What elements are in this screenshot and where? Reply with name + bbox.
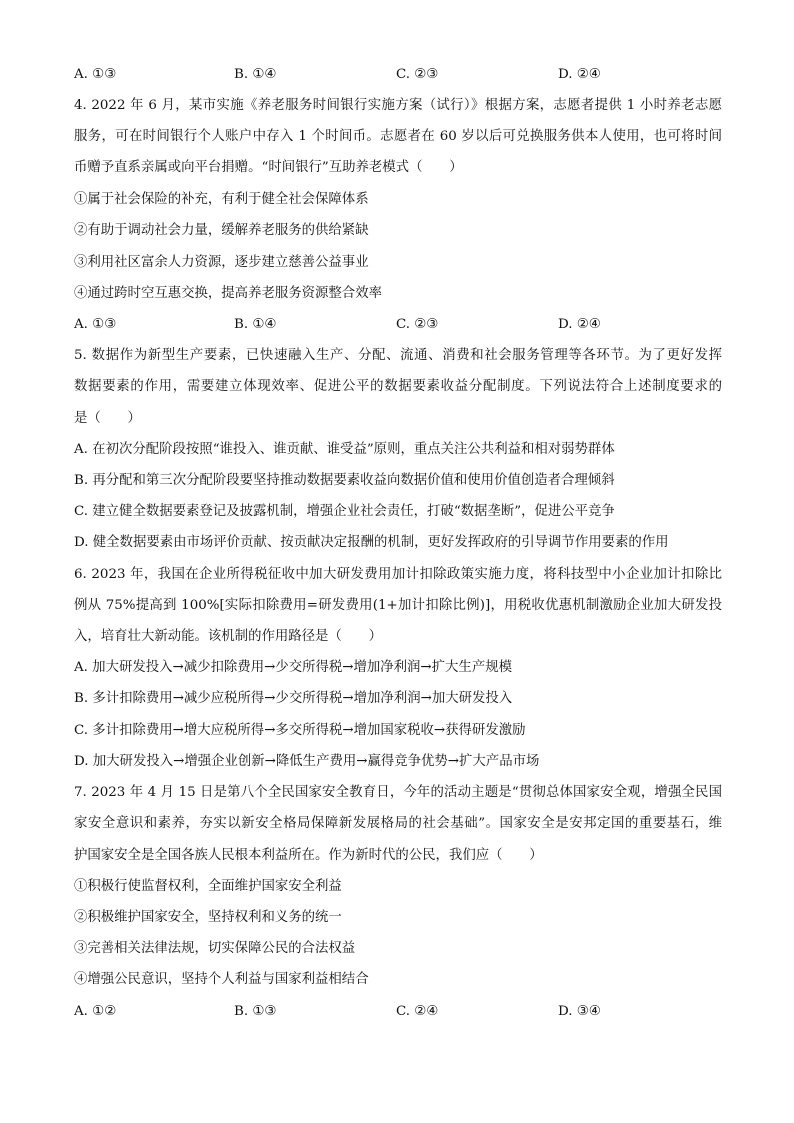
q7-stem-line: 7. 2023 年 4 月 15 日是第八个全民国家安全教育日，今年的活动主题是“贯彻总体国家安全观，增强全民国 xyxy=(74,785,722,800)
q4-item: ①属于社会保险的补充，有利于健全社会保障体系 xyxy=(74,192,369,207)
q6-stem-line: 入，培育壮大新动能。该机制的作用路径是（ ） xyxy=(74,629,382,644)
q3-option-b: B. ①④ xyxy=(234,67,277,82)
q5-option-a: A. 在初次分配阶段按照“谁投入、谁贡献、谁受益”原则，重点关注公共利益和相对弱势群体 xyxy=(74,442,615,457)
q4-option-b: B. ①④ xyxy=(234,317,277,332)
q7-item: ②积极维护国家安全，坚持权利和义务的统一 xyxy=(74,910,342,925)
q3-option-a: A. ①③ xyxy=(74,67,117,82)
q4-stem-line: 服务，可在时间银行个人账户中存入 1 个时间币。志愿者在 60 岁以后可兑换服务供本人使用，也可将时间 xyxy=(74,129,722,144)
q4-stem-line: 币赠予直系亲属或向平台捐赠。“时间银行”互助养老模式（ ） xyxy=(74,160,463,175)
q6-option-a: A. 加大研发投入→减少扣除费用→少交所得税→增加净利润→扩大生产规模 xyxy=(74,660,512,675)
q4-item: ②有助于调动社会力量，缓解养老服务的供给紧缺 xyxy=(74,223,369,238)
q6-option-d: D. 加大研发投入→增强企业创新→降低生产费用→赢得竞争优势→扩大产品市场 xyxy=(74,754,540,769)
q4-item: ④通过跨时空互惠交换，提高养老服务资源整合效率 xyxy=(74,286,382,301)
q7-item: ①积极行使监督权利，全面维护国家安全利益 xyxy=(74,879,342,894)
q4-item: ③利用社区富余人力资源，逐步建立慈善公益事业 xyxy=(74,255,369,270)
q6-stem-line: 6. 2023 年，我国在企业所得税征收中加大研发费用加计扣除政策实施力度，将科技型中小企业加计扣除比 xyxy=(74,567,722,582)
q7-stem-line: 护国家安全是全国各族人民根本利益所在。作为新时代的公民，我们应（ ） xyxy=(74,848,543,863)
q4-stem-line: 4. 2022 年 6 月，某市实施《养老服务时间银行实施方案（试行）》根据方案，志愿者提供 1 小时养老志愿 xyxy=(74,98,722,113)
q6-option-c: C. 多计扣除费用→增大应税所得→多交所得税→增加国家税收→获得研发激励 xyxy=(74,723,526,738)
q7-item: ③完善相关法律法规，切实保障公民的合法权益 xyxy=(74,941,356,956)
q7-item: ④增强公民意识，坚持个人利益与国家利益相结合 xyxy=(74,972,369,987)
q7-option-c: C. ②④ xyxy=(396,1004,439,1019)
q6-stem-line: 例从 75%提高到 100%[实际扣除费用=研发费用(1+加计扣除比例)]，用税收优惠机制激励企业加大研发投 xyxy=(74,598,722,613)
q4-option-d: D. ②④ xyxy=(558,317,601,332)
q3-option-c: C. ②③ xyxy=(396,67,439,82)
q5-option-c: C. 建立健全数据要素登记及披露机制，增强企业社会责任，打破“数据垄断”，促进公平竞争 xyxy=(74,504,615,519)
q7-option-b: B. ①③ xyxy=(234,1004,277,1019)
q4-option-c: C. ②③ xyxy=(396,317,439,332)
q5-option-d: D. 健全数据要素由市场评价贡献、按贡献决定报酬的机制，更好发挥政府的引导调节作用要素的作用 xyxy=(74,535,669,550)
q4-option-a: A. ①③ xyxy=(74,317,117,332)
q7-stem-line: 家安全意识和素养，夯实以新安全格局保障新发展格局的社会基础”。国家安全是安邦定国的重要基石，维 xyxy=(74,816,722,831)
q7-option-d: D. ③④ xyxy=(558,1004,601,1019)
q5-stem-line: 数据要素的作用，需要建立体现效率、促进公平的数据要素收益分配制度。下列说法符合上述制度要求的 xyxy=(74,379,722,394)
q5-stem-line: 是（ ） xyxy=(74,411,141,426)
q3-option-d: D. ②④ xyxy=(558,67,601,82)
q6-option-b: B. 多计扣除费用→减少应税所得→少交所得税→增加净利润→加大研发投入 xyxy=(74,691,513,706)
q7-option-a: A. ①② xyxy=(74,1004,117,1019)
q5-option-b: B. 再分配和第三次分配阶段要坚持推动数据要素收益向数据价值和使用价值创造者合理倾斜 xyxy=(74,473,615,488)
q5-stem-line: 5. 数据作为新型生产要素，已快速融入生产、分配、流通、消费和社会服务管理等各环节。为了更好发挥 xyxy=(74,348,722,363)
